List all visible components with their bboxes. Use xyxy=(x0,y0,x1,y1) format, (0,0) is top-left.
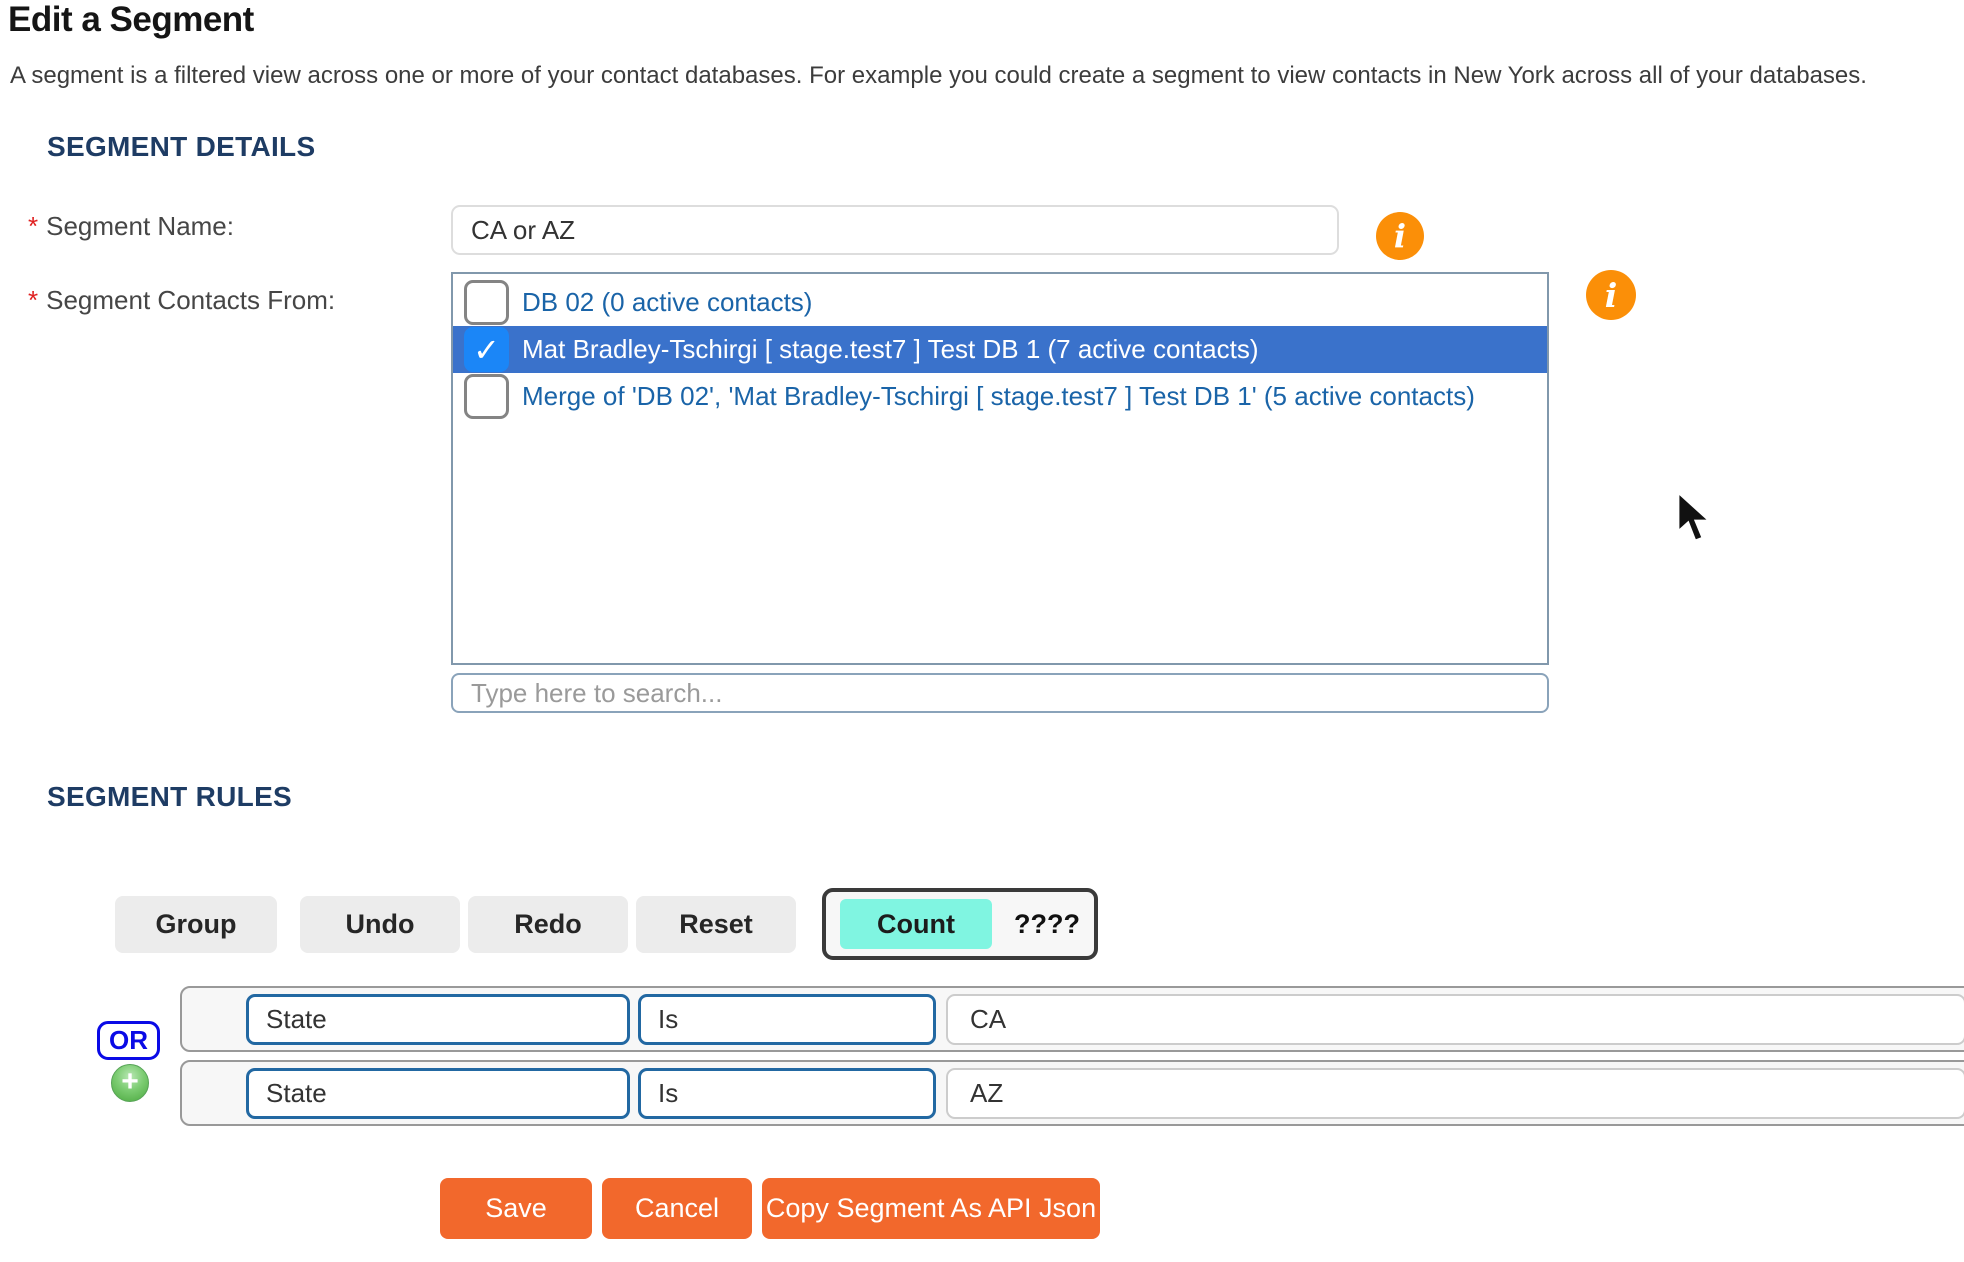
database-row-label[interactable]: Mat Bradley-Tschirgi [ stage.test7 ] Test DB 1 (7 active contacts) xyxy=(522,334,1259,364)
save-button[interactable]: Save xyxy=(440,1178,592,1239)
mouse-cursor-icon xyxy=(1676,492,1722,544)
reset-button[interactable]: Reset xyxy=(636,896,796,953)
rule-2-operator-select[interactable]: Is xyxy=(638,1068,936,1119)
database-listbox[interactable] xyxy=(451,272,1549,665)
rule-2-value-input[interactable]: AZ xyxy=(946,1068,1964,1119)
rule-1-field-select[interactable]: State xyxy=(246,994,630,1045)
database-search-input[interactable] xyxy=(451,673,1549,713)
copy-segment-api-json-button[interactable]: Copy Segment As API Json xyxy=(762,1178,1100,1239)
segment-name-label xyxy=(28,211,234,242)
database-row-label[interactable]: DB 02 (0 active contacts) xyxy=(522,287,813,317)
segment-contacts-from-label-text: Segment Contacts From: xyxy=(46,285,336,315)
required-asterisk: * xyxy=(28,211,39,241)
segment-name-input[interactable] xyxy=(451,205,1339,255)
checkbox-unchecked-icon[interactable] xyxy=(464,280,509,325)
undo-button[interactable]: Undo xyxy=(300,896,460,953)
count-result: ???? xyxy=(1014,908,1080,939)
info-icon-glyph: i xyxy=(1604,275,1618,315)
rule-row-2 xyxy=(180,1060,1964,1126)
group-button[interactable]: Group xyxy=(115,896,277,953)
add-rule-icon[interactable] xyxy=(111,1064,149,1102)
rule-row-1 xyxy=(180,986,1964,1052)
segment-details-heading: SEGMENT DETAILS xyxy=(47,131,316,162)
checkbox-unchecked-icon[interactable] xyxy=(464,374,509,419)
info-icon-glyph: i xyxy=(1393,217,1407,255)
checkbox-checked-icon[interactable] xyxy=(464,327,509,372)
or-conjunction-badge[interactable]: OR xyxy=(97,1021,160,1060)
count-panel xyxy=(822,888,1098,960)
page-description: A segment is a filtered view across one or more of your contact databases. For example you could create a segment to view contacts in New York across all of your databases. xyxy=(10,62,1867,89)
segment-name-label-text: Segment Name: xyxy=(46,211,234,241)
checkmark-icon: ✓ xyxy=(473,331,500,368)
rule-1-operator-select[interactable]: Is xyxy=(638,994,936,1045)
cancel-button[interactable]: Cancel xyxy=(602,1178,752,1239)
segment-contacts-from-label xyxy=(28,285,335,316)
database-row-db02[interactable] xyxy=(453,279,1547,326)
database-row-label[interactable]: Merge of 'DB 02', 'Mat Bradley-Tschirgi [ stage.test7 ] Test DB 1' (5 active contacts) xyxy=(522,381,1475,411)
database-row-testdb1[interactable] xyxy=(453,326,1547,373)
plus-glyph: + xyxy=(121,1064,139,1098)
info-icon[interactable] xyxy=(1376,212,1424,260)
rule-1-value-input[interactable]: CA xyxy=(946,994,1964,1045)
rule-2-field-select[interactable]: State xyxy=(246,1068,630,1119)
segment-rules-heading: SEGMENT RULES xyxy=(47,781,293,812)
count-button[interactable]: Count xyxy=(840,899,992,949)
redo-button[interactable]: Redo xyxy=(468,896,628,953)
required-asterisk: * xyxy=(28,285,39,315)
database-row-merge[interactable] xyxy=(453,373,1547,420)
info-icon[interactable] xyxy=(1586,270,1636,320)
page-title: Edit a Segment xyxy=(8,0,254,39)
